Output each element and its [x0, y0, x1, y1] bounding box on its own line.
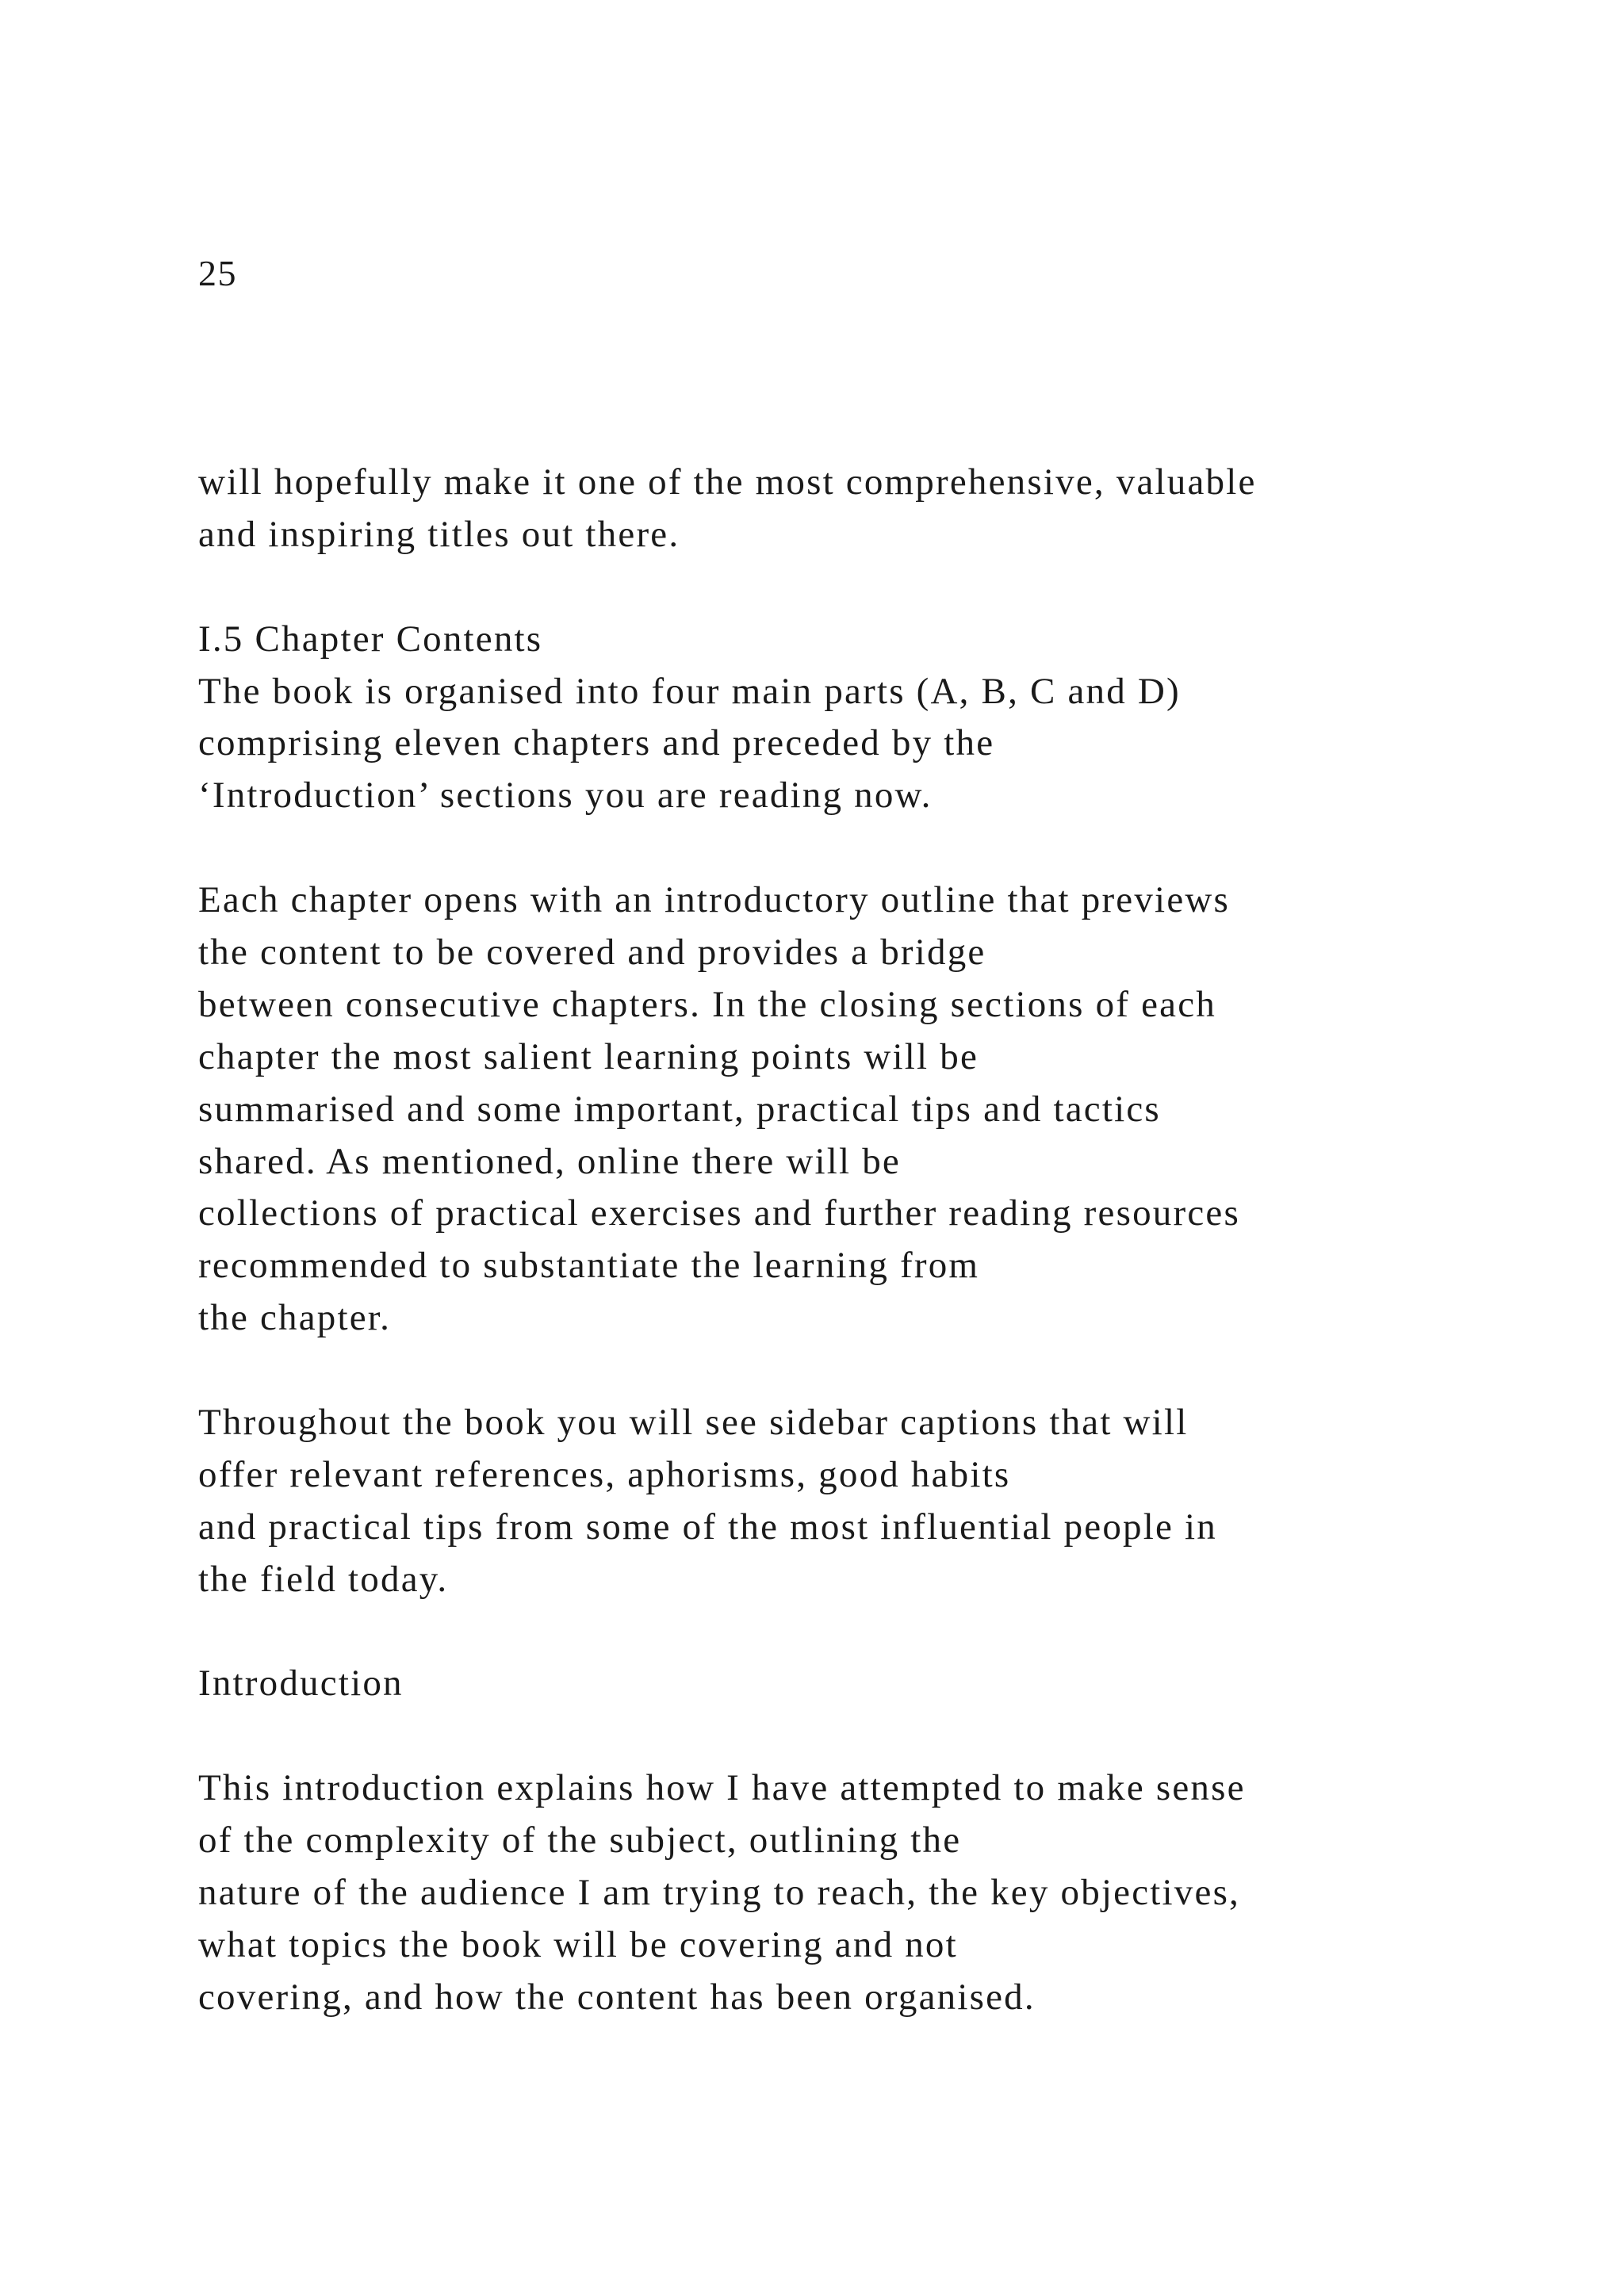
text-line: collections of practical exercises and further reading resources — [198, 1192, 1240, 1234]
section-heading: Introduction — [198, 1663, 404, 1705]
text-line: covering, and how the content has been organised. — [198, 1976, 1036, 2018]
text-line: offer relevant references, aphorisms, good habits — [198, 1453, 1011, 1495]
page-number: 25 — [198, 253, 237, 293]
text-line: of the complexity of the subject, outlining the — [198, 1820, 962, 1862]
text-line: This introduction explains how I have attempted to make sense — [198, 1767, 1246, 1809]
text-line: will hopefully make it one of the most comprehensive, valuable — [198, 461, 1257, 503]
text-line: summarised and some important, practical tips and tactics — [198, 1088, 1161, 1130]
text-line: what topics the book will be covering and not — [198, 1923, 958, 1965]
blank-line — [198, 1710, 1546, 1762]
text-line: and practical tips from some of the most influential people in — [198, 1506, 1217, 1548]
text-line: The book is organised into four main parts (A, B, C and D) — [198, 670, 1181, 712]
section-heading: I.5 Chapter Contents — [198, 618, 543, 660]
text-line: Throughout the book you will see sidebar captions that will — [198, 1402, 1189, 1444]
text-line: shared. As mentioned, online there will be — [198, 1140, 901, 1182]
blank-line — [198, 1345, 1546, 1397]
body-text — [198, 457, 1546, 2024]
blank-line — [198, 822, 1546, 874]
text-line: comprising eleven chapters and preceded by the — [198, 722, 995, 764]
blank-line — [198, 1606, 1546, 1659]
blank-line — [198, 561, 1546, 614]
text-line: nature of the audience I am trying to reach, the key objectives, — [198, 1872, 1241, 1914]
text-line: chapter the most salient learning points will be — [198, 1035, 979, 1077]
text-line: between consecutive chapters. In the closing sections of each — [198, 983, 1216, 1025]
text-line: ‘Introduction’ sections you are reading now. — [198, 775, 933, 817]
text-line: the chapter. — [198, 1297, 392, 1339]
text-line: the content to be covered and provides a bridge — [198, 932, 986, 974]
text-line: recommended to substantiate the learning from — [198, 1245, 980, 1287]
text-line: Each chapter opens with an introductory outline that previews — [198, 879, 1231, 921]
text-line: the field today. — [198, 1558, 449, 1600]
text-line: and inspiring titles out there. — [198, 513, 680, 555]
